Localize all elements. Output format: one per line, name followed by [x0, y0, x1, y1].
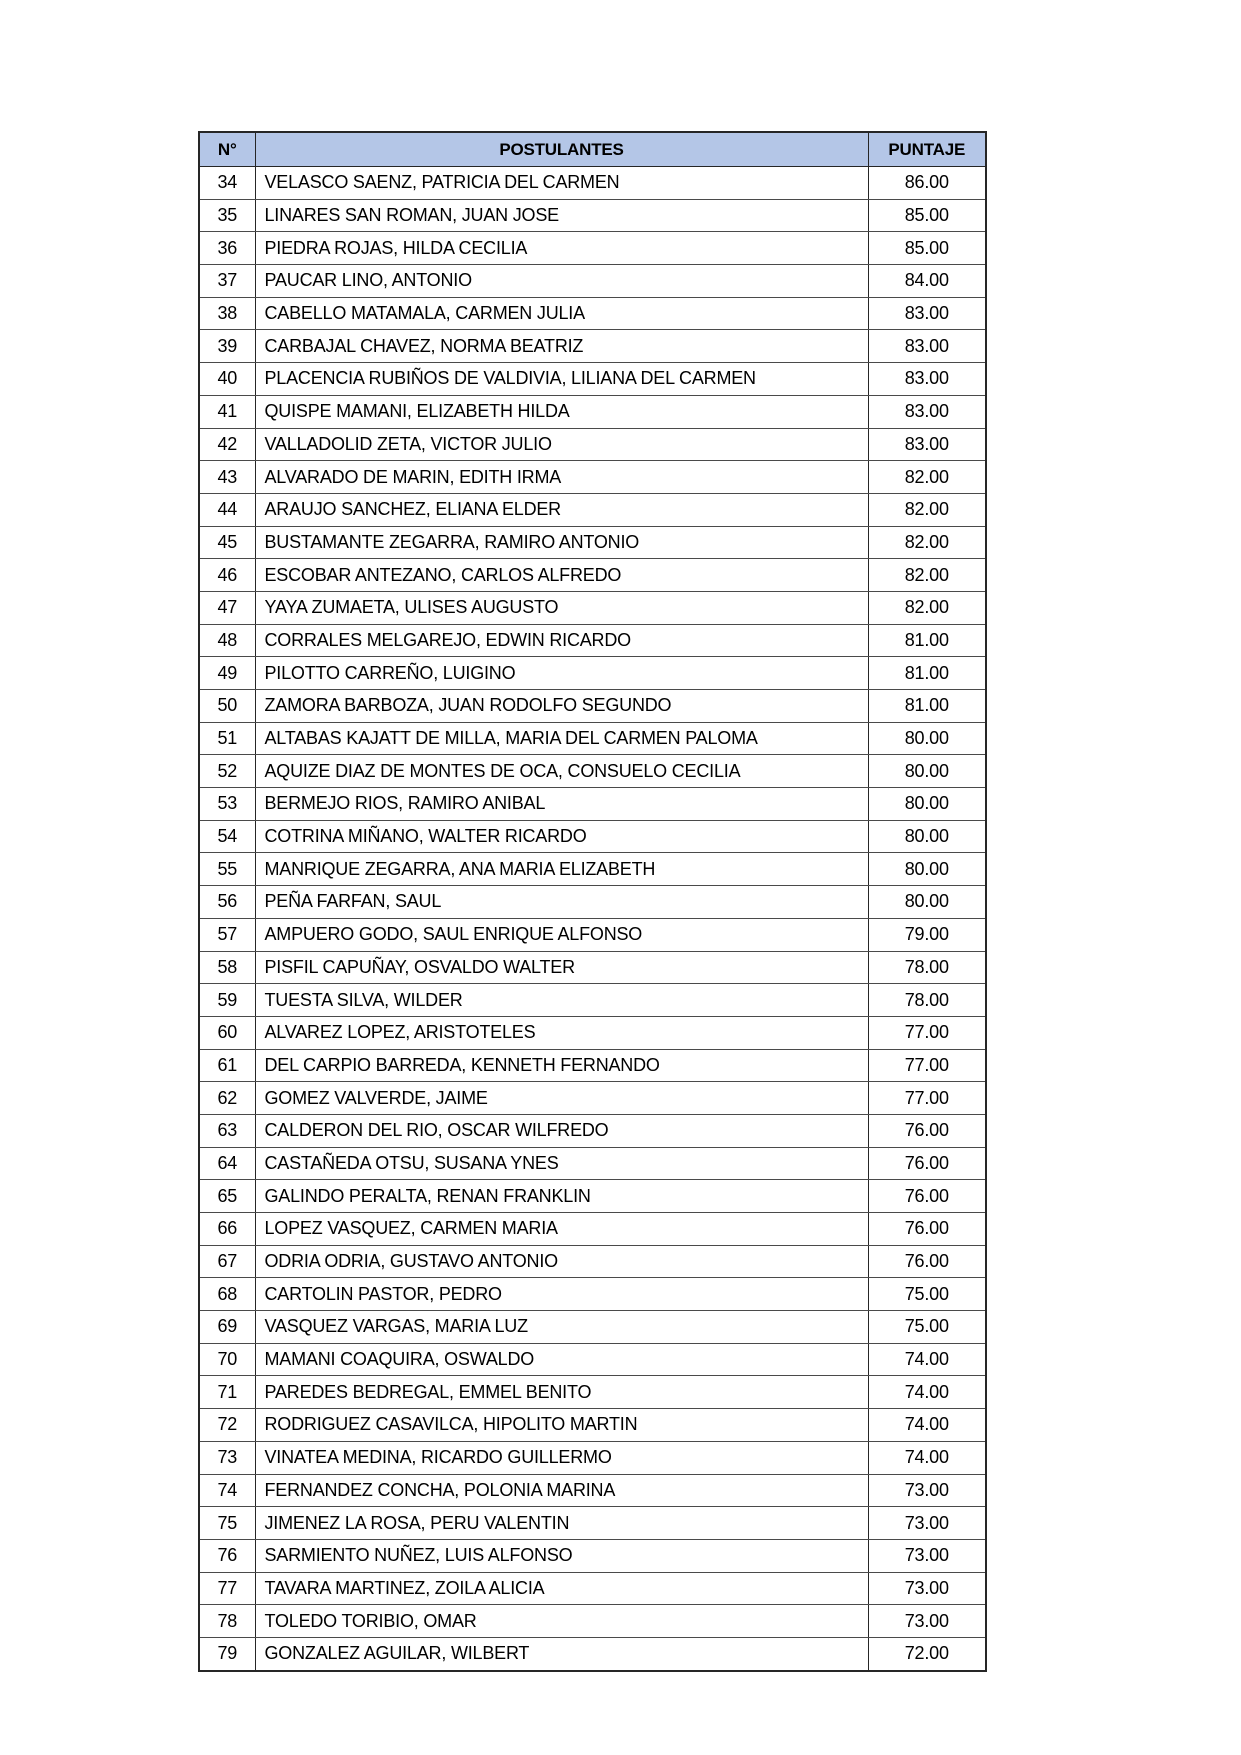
- score-cell: 73.00: [868, 1605, 986, 1638]
- rank-cell: 73: [199, 1441, 255, 1474]
- rank-cell: 63: [199, 1114, 255, 1147]
- rank-cell: 34: [199, 167, 255, 200]
- name-cell: BUSTAMANTE ZEGARRA, RAMIRO ANTONIO: [255, 526, 868, 559]
- name-cell: TOLEDO TORIBIO, OMAR: [255, 1605, 868, 1638]
- table-row: [199, 232, 986, 265]
- table-row: [199, 559, 986, 592]
- name-cell: GALINDO PERALTA, RENAN FRANKLIN: [255, 1180, 868, 1213]
- table-row: [199, 1049, 986, 1082]
- rank-cell: 68: [199, 1278, 255, 1311]
- rank-cell: 53: [199, 788, 255, 821]
- name-cell: ARAUJO SANCHEZ, ELIANA ELDER: [255, 493, 868, 526]
- rank-cell: 69: [199, 1311, 255, 1344]
- table-row: [199, 984, 986, 1017]
- name-cell: CALDERON DEL RIO, OSCAR WILFREDO: [255, 1114, 868, 1147]
- score-cell: 82.00: [868, 461, 986, 494]
- rank-cell: 52: [199, 755, 255, 788]
- table-row: [199, 297, 986, 330]
- score-cell: 73.00: [868, 1572, 986, 1605]
- rank-cell: 45: [199, 526, 255, 559]
- name-cell: AMPUERO GODO, SAUL ENRIQUE ALFONSO: [255, 918, 868, 951]
- score-cell: 77.00: [868, 1016, 986, 1049]
- col-header-number: N°: [199, 132, 255, 167]
- rank-cell: 65: [199, 1180, 255, 1213]
- rank-cell: 42: [199, 428, 255, 461]
- rank-cell: 78: [199, 1605, 255, 1638]
- table-row: [199, 1245, 986, 1278]
- name-cell: FERNANDEZ CONCHA, POLONIA MARINA: [255, 1474, 868, 1507]
- table-row: [199, 428, 986, 461]
- name-cell: VALLADOLID ZETA, VICTOR JULIO: [255, 428, 868, 461]
- name-cell: PISFIL CAPUÑAY, OSVALDO WALTER: [255, 951, 868, 984]
- name-cell: MAMANI COAQUIRA, OSWALDO: [255, 1343, 868, 1376]
- name-cell: DEL CARPIO BARREDA, KENNETH FERNANDO: [255, 1049, 868, 1082]
- results-table-body: [199, 167, 986, 1671]
- score-cell: 83.00: [868, 330, 986, 363]
- name-cell: RODRIGUEZ CASAVILCA, HIPOLITO MARTIN: [255, 1409, 868, 1442]
- score-cell: 78.00: [868, 984, 986, 1017]
- rank-cell: 77: [199, 1572, 255, 1605]
- table-row: [199, 1082, 986, 1115]
- score-cell: 79.00: [868, 918, 986, 951]
- rank-cell: 71: [199, 1376, 255, 1409]
- table-row: [199, 265, 986, 298]
- rank-cell: 67: [199, 1245, 255, 1278]
- rank-cell: 43: [199, 461, 255, 494]
- table-row: [199, 1114, 986, 1147]
- rank-cell: 54: [199, 820, 255, 853]
- score-cell: 82.00: [868, 591, 986, 624]
- score-cell: 86.00: [868, 167, 986, 200]
- name-cell: QUISPE MAMANI, ELIZABETH HILDA: [255, 395, 868, 428]
- rank-cell: 35: [199, 199, 255, 232]
- table-row: [199, 951, 986, 984]
- score-cell: 83.00: [868, 363, 986, 396]
- rank-cell: 38: [199, 297, 255, 330]
- name-cell: MANRIQUE ZEGARRA, ANA MARIA ELIZABETH: [255, 853, 868, 886]
- col-header-puntaje: PUNTAJE: [868, 132, 986, 167]
- score-cell: 80.00: [868, 886, 986, 919]
- rank-cell: 40: [199, 363, 255, 396]
- name-cell: VINATEA MEDINA, RICARDO GUILLERMO: [255, 1441, 868, 1474]
- score-cell: 76.00: [868, 1180, 986, 1213]
- table-row: [199, 199, 986, 232]
- name-cell: ALVAREZ LOPEZ, ARISTOTELES: [255, 1016, 868, 1049]
- table-row: [199, 853, 986, 886]
- name-cell: ODRIA ODRIA, GUSTAVO ANTONIO: [255, 1245, 868, 1278]
- score-cell: 80.00: [868, 820, 986, 853]
- rank-cell: 61: [199, 1049, 255, 1082]
- table-row: [199, 1637, 986, 1670]
- name-cell: PAUCAR LINO, ANTONIO: [255, 265, 868, 298]
- table-row: [199, 1311, 986, 1344]
- name-cell: GOMEZ VALVERDE, JAIME: [255, 1082, 868, 1115]
- name-cell: TUESTA SILVA, WILDER: [255, 984, 868, 1017]
- score-cell: 81.00: [868, 624, 986, 657]
- rank-cell: 59: [199, 984, 255, 1017]
- rank-cell: 60: [199, 1016, 255, 1049]
- table-row: [199, 1016, 986, 1049]
- score-cell: 76.00: [868, 1245, 986, 1278]
- score-cell: 80.00: [868, 722, 986, 755]
- table-row: [199, 363, 986, 396]
- score-cell: 76.00: [868, 1147, 986, 1180]
- score-cell: 84.00: [868, 265, 986, 298]
- table-row: [199, 591, 986, 624]
- table-row: [199, 395, 986, 428]
- table-row: [199, 820, 986, 853]
- table-row: [199, 461, 986, 494]
- rank-cell: 39: [199, 330, 255, 363]
- score-cell: 75.00: [868, 1311, 986, 1344]
- table-row: [199, 886, 986, 919]
- score-cell: 85.00: [868, 199, 986, 232]
- name-cell: VELASCO SAENZ, PATRICIA DEL CARMEN: [255, 167, 868, 200]
- score-cell: 76.00: [868, 1213, 986, 1246]
- rank-cell: 70: [199, 1343, 255, 1376]
- score-cell: 82.00: [868, 526, 986, 559]
- name-cell: LINARES SAN ROMAN, JUAN JOSE: [255, 199, 868, 232]
- score-cell: 82.00: [868, 493, 986, 526]
- score-cell: 82.00: [868, 559, 986, 592]
- score-cell: 75.00: [868, 1278, 986, 1311]
- table-row: [199, 690, 986, 723]
- name-cell: BERMEJO RIOS, RAMIRO ANIBAL: [255, 788, 868, 821]
- table-header-row: [199, 132, 986, 167]
- score-cell: 73.00: [868, 1507, 986, 1540]
- name-cell: GONZALEZ AGUILAR, WILBERT: [255, 1637, 868, 1670]
- name-cell: CASTAÑEDA OTSU, SUSANA YNES: [255, 1147, 868, 1180]
- table-row: [199, 1539, 986, 1572]
- name-cell: VASQUEZ VARGAS, MARIA LUZ: [255, 1311, 868, 1344]
- score-cell: 74.00: [868, 1343, 986, 1376]
- rank-cell: 51: [199, 722, 255, 755]
- table-row: [199, 1180, 986, 1213]
- name-cell: ALVARADO DE MARIN, EDITH IRMA: [255, 461, 868, 494]
- name-cell: JIMENEZ LA ROSA, PERU VALENTIN: [255, 1507, 868, 1540]
- table-row: [199, 755, 986, 788]
- score-cell: 81.00: [868, 690, 986, 723]
- col-header-postulantes: POSTULANTES: [255, 132, 868, 167]
- table-row: [199, 1278, 986, 1311]
- table-row: [199, 1376, 986, 1409]
- table-row: [199, 1147, 986, 1180]
- score-cell: 72.00: [868, 1637, 986, 1670]
- score-cell: 80.00: [868, 788, 986, 821]
- score-cell: 81.00: [868, 657, 986, 690]
- table-row: [199, 1572, 986, 1605]
- table-row: [199, 1474, 986, 1507]
- name-cell: CARTOLIN PASTOR, PEDRO: [255, 1278, 868, 1311]
- name-cell: ALTABAS KAJATT DE MILLA, MARIA DEL CARMEN PALOMA: [255, 722, 868, 755]
- name-cell: ZAMORA BARBOZA, JUAN RODOLFO SEGUNDO: [255, 690, 868, 723]
- table-row: [199, 493, 986, 526]
- table-row: [199, 624, 986, 657]
- rank-cell: 62: [199, 1082, 255, 1115]
- name-cell: PAREDES BEDREGAL, EMMEL BENITO: [255, 1376, 868, 1409]
- rank-cell: 57: [199, 918, 255, 951]
- results-table: [198, 131, 987, 1672]
- rank-cell: 76: [199, 1539, 255, 1572]
- name-cell: SARMIENTO NUÑEZ, LUIS ALFONSO: [255, 1539, 868, 1572]
- table-row: [199, 167, 986, 200]
- rank-cell: 46: [199, 559, 255, 592]
- score-cell: 74.00: [868, 1409, 986, 1442]
- score-cell: 73.00: [868, 1474, 986, 1507]
- table-row: [199, 330, 986, 363]
- name-cell: PEÑA FARFAN, SAUL: [255, 886, 868, 919]
- name-cell: CORRALES MELGAREJO, EDWIN RICARDO: [255, 624, 868, 657]
- table-row: [199, 1507, 986, 1540]
- table-row: [199, 526, 986, 559]
- name-cell: PIEDRA ROJAS, HILDA CECILIA: [255, 232, 868, 265]
- rank-cell: 56: [199, 886, 255, 919]
- score-cell: 83.00: [868, 297, 986, 330]
- rank-cell: 75: [199, 1507, 255, 1540]
- name-cell: PLACENCIA RUBIÑOS DE VALDIVIA, LILIANA DEL CARMEN: [255, 363, 868, 396]
- score-cell: 83.00: [868, 395, 986, 428]
- score-cell: 83.00: [868, 428, 986, 461]
- rank-cell: 49: [199, 657, 255, 690]
- rank-cell: 79: [199, 1637, 255, 1670]
- score-cell: 80.00: [868, 853, 986, 886]
- rank-cell: 55: [199, 853, 255, 886]
- table-row: [199, 722, 986, 755]
- rank-cell: 36: [199, 232, 255, 265]
- rank-cell: 66: [199, 1213, 255, 1246]
- rank-cell: 50: [199, 690, 255, 723]
- rank-cell: 58: [199, 951, 255, 984]
- rank-cell: 37: [199, 265, 255, 298]
- rank-cell: 64: [199, 1147, 255, 1180]
- table-row: [199, 1343, 986, 1376]
- score-cell: 77.00: [868, 1049, 986, 1082]
- rank-cell: 72: [199, 1409, 255, 1442]
- score-cell: 73.00: [868, 1539, 986, 1572]
- score-cell: 76.00: [868, 1114, 986, 1147]
- table-row: [199, 657, 986, 690]
- rank-cell: 48: [199, 624, 255, 657]
- score-cell: 80.00: [868, 755, 986, 788]
- score-cell: 78.00: [868, 951, 986, 984]
- rank-cell: 41: [199, 395, 255, 428]
- rank-cell: 74: [199, 1474, 255, 1507]
- name-cell: LOPEZ VASQUEZ, CARMEN MARIA: [255, 1213, 868, 1246]
- score-cell: 85.00: [868, 232, 986, 265]
- rank-cell: 47: [199, 591, 255, 624]
- name-cell: PILOTTO CARREÑO, LUIGINO: [255, 657, 868, 690]
- name-cell: YAYA ZUMAETA, ULISES AUGUSTO: [255, 591, 868, 624]
- name-cell: CARBAJAL CHAVEZ, NORMA BEATRIZ: [255, 330, 868, 363]
- table-row: [199, 1409, 986, 1442]
- score-cell: 77.00: [868, 1082, 986, 1115]
- score-cell: 74.00: [868, 1441, 986, 1474]
- table-row: [199, 1441, 986, 1474]
- score-cell: 74.00: [868, 1376, 986, 1409]
- name-cell: TAVARA MARTINEZ, ZOILA ALICIA: [255, 1572, 868, 1605]
- table-row: [199, 918, 986, 951]
- name-cell: CABELLO MATAMALA, CARMEN JULIA: [255, 297, 868, 330]
- rank-cell: 44: [199, 493, 255, 526]
- name-cell: COTRINA MIÑANO, WALTER RICARDO: [255, 820, 868, 853]
- name-cell: AQUIZE DIAZ DE MONTES DE OCA, CONSUELO CECILIA: [255, 755, 868, 788]
- name-cell: ESCOBAR ANTEZANO, CARLOS ALFREDO: [255, 559, 868, 592]
- table-row: [199, 788, 986, 821]
- table-row: [199, 1605, 986, 1638]
- table-row: [199, 1213, 986, 1246]
